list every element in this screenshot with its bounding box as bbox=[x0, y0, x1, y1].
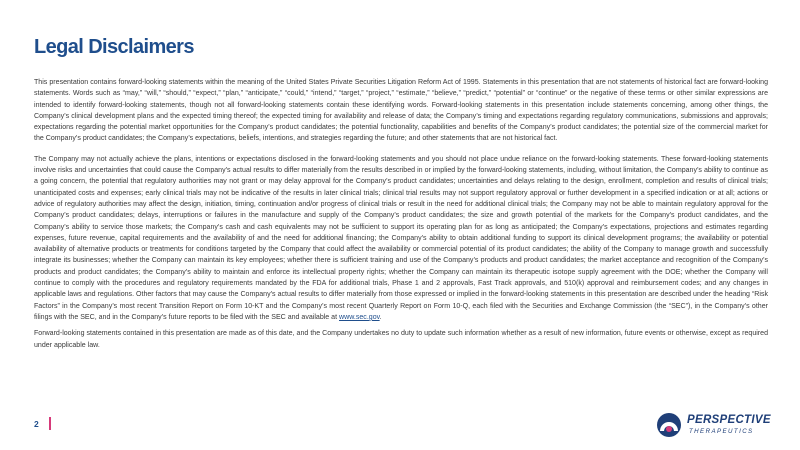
logo-name: PERSPECTIVE bbox=[687, 414, 771, 426]
paragraph-risks-text: The Company may not actually achieve the plans, intentions or expectations disclosed in the forward-looking statements and you should not place undue reliance on the forward-looking statements. These forward-looking statements involve risks and uncertainties that could cause the Company’s actual results to differ materially from the results described in or implied by the forward-looking statements, including, without limitation, the Company’s ability to continue as a going concern, the potential that regulatory authorities may not grant or may delay approval for the Company’s product candidates; uncertainties and delays relating to the design, enrollment, completion and results of clinical trials; unanticipated costs and expenses; early clinical trials may not be indicative of the results in later clinical trials; clinical trial results may not support regulatory approval or further development in a specified indication or at all; actions or advice of regulatory authorities may affect the design, initiation, timing, continuation and/or progress of clinical trials or result in the need for additional clinical trials; the Company may not be able to maintain regulatory approval for the Company’s product candidates; delays, interruptions or failures in the manufacture and supply of the Company’s product candidates; the size and growth potential of the markets for the Company’s product candidates, and the Company’s ability to service those markets; the Company’s cash and cash equivalents may not be sufficient to support its operating plan for as long as anticipated; the Company’s expectations, projections and estimates regarding expenses, future revenue, capital requirements and the availability of and the need for additional financing; the Company’s ability to obtain additional funding to support its clinical development programs; the availability or potential availability of alternative products or treatments for conditions targeted by the Company that could affect the availability or commercial potential of its product candidates; the ability of the Company to manage growth and successfully integrate its businesses; whether the Company can maintain its key employees; whether there is sufficient training and use of the Company’s products and product candidates; the market acceptance and recognition of the Company’s products and product candidates; the Company’s ability to maintain and enforce its intellectual property rights; whether the Company can maintain its therapeutic isotope supply agreement with the DOE; whether the Company will continue to comply with the procedures and regulatory requirements mandated by the FDA for additional trials, Phase 1 and 2 approvals, Fast Track approvals, and 510(k) approval and reimbursement codes; and any changes in applicable laws and regulations. Other factors that may cause the Company’s actual results to differ materially from those expressed or implied in the forward-looking statements in this presentation are described under the heading “Risk Factors” in the Company’s most recent Transition Report on Form 10-KT and the Company’s most recent Quarterly Report on Form 10-Q, each filed with the Securities and Exchange Commission (the “SEC”), in the Company’s other filings with the SEC, and in the Company’s future reports to be filed with the SEC and available at bbox=[34, 155, 768, 321]
footer-accent-bar bbox=[49, 417, 51, 430]
paragraph-forward-looking: This presentation contains forward-looking statements within the meaning of the United States Private Securities Litigation Reform Act of 1995. Statements in this presentation that are not statements of historical fact are forward-looking statements. Words such as “may,” “will,” “should,” “expect,” “plan,” “anticipate,” “could,” “intend,” “target,” “project,” “estimate,” “believe,” “predict,” “potential” or “continue” or the negative of these terms or other similar expressions are intended to identify forward-looking statements, though not all forward-looking statements contain these identifying words. Forward-looking statements in this presentation include statements concerning, among other things, the Company’s clinical development plans and the expected timing thereof; the expected timing for availability and release of data; the Company’s timing and expectations regarding regulatory communications, submissions and approvals; expectations regarding the potential market opportunities for the Company’s product candidates; the potential functionality, capabilities and benefits of the Company’s product candidates; the potential size of the commercial market for the Company’s product candidates; the Company’s expectations, beliefs, intentions, and strategies regarding the future; and other statements that are not historical fact. bbox=[34, 79, 768, 143]
sec-gov-link[interactable]: www.sec.gov bbox=[339, 313, 380, 321]
paragraph-no-update: Forward-looking statements contained in this presentation are made as of this date, and the Company undertakes no duty to update such information whether as a result of new information, future events or otherwise, except as required under applicable law. bbox=[34, 330, 768, 349]
company-logo bbox=[656, 412, 776, 438]
disclaimer-body bbox=[34, 77, 768, 360]
page-number: 2 bbox=[34, 419, 39, 429]
paragraph-risks bbox=[34, 154, 768, 323]
paragraph-risks-end: . bbox=[379, 313, 382, 321]
logo-subtitle: THERAPEUTICS bbox=[689, 428, 754, 435]
page-title: Legal Disclaimers bbox=[34, 36, 194, 58]
perspective-logo-icon bbox=[656, 412, 682, 438]
